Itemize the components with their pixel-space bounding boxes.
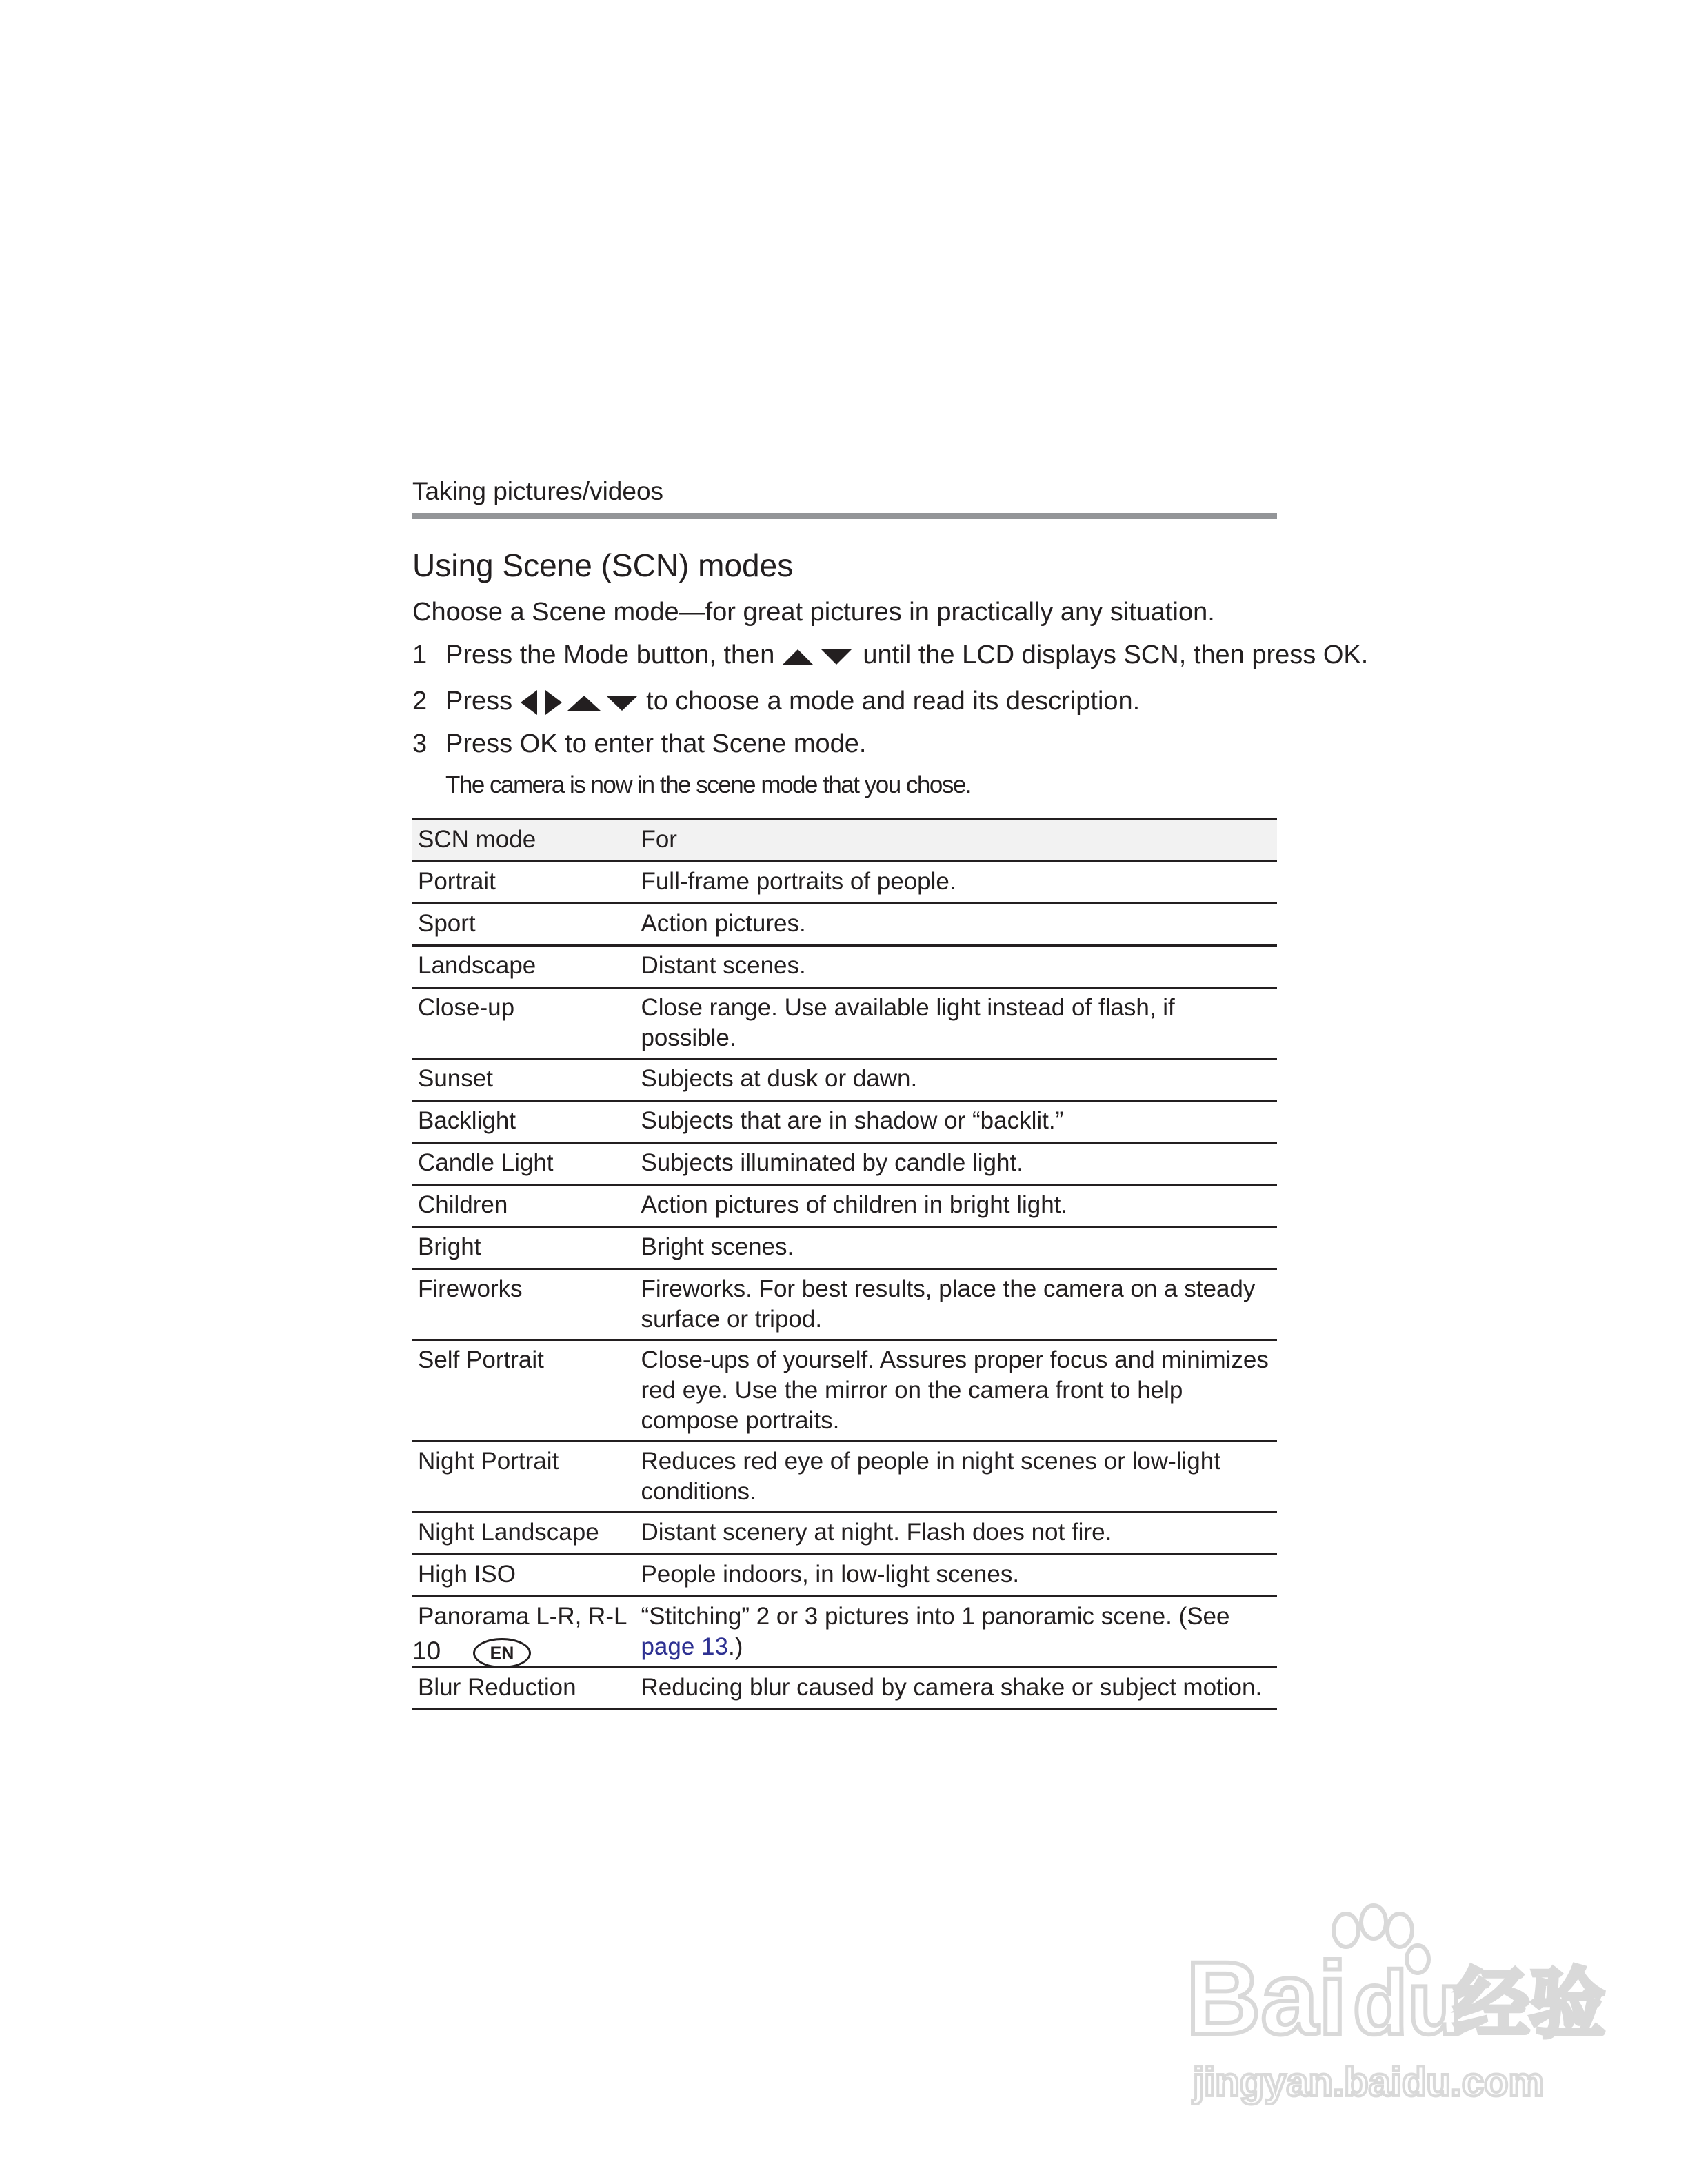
mode-description: Action pictures of children in bright light. bbox=[634, 1185, 1277, 1227]
mode-name: Night Portrait bbox=[412, 1442, 634, 1513]
mode-description: Distant scenes. bbox=[634, 946, 1277, 988]
column-header-for: For bbox=[634, 820, 1277, 862]
step-3 bbox=[412, 726, 866, 762]
up-arrow-icon bbox=[567, 696, 601, 711]
header-rule bbox=[412, 513, 1277, 519]
page-number: 10 bbox=[412, 1637, 441, 1665]
mode-name: Landscape bbox=[412, 946, 634, 988]
mode-description bbox=[634, 1597, 1277, 1668]
step-1 bbox=[412, 637, 1368, 673]
step-text-after: to choose a mode and read its description. bbox=[646, 687, 1141, 716]
watermark-brand: Bai bbox=[1186, 1940, 1347, 2056]
mode-name: Close-up bbox=[412, 988, 634, 1059]
mode-description: Subjects at dusk or dawn. bbox=[634, 1059, 1277, 1101]
table-row bbox=[412, 988, 1277, 1059]
baidu-watermark bbox=[1172, 1903, 1605, 2110]
watermark-chinese: 经验 bbox=[1454, 1960, 1605, 2048]
page-13-link[interactable]: page 13 bbox=[641, 1633, 728, 1660]
table-row bbox=[412, 1668, 1277, 1710]
table-row bbox=[412, 946, 1277, 988]
step-number: 2 bbox=[412, 687, 428, 716]
intro-text: Choose a Scene mode—for great pictures in practically any situation. bbox=[412, 598, 1215, 627]
mode-name: Panorama L-R, R-L bbox=[412, 1597, 634, 1668]
table-row bbox=[412, 1227, 1277, 1269]
mode-description: Fireworks. For best results, place the camera on a steady surface or tripod. bbox=[634, 1269, 1277, 1340]
mode-description: Reducing blur caused by camera shake or subject motion. bbox=[634, 1668, 1277, 1710]
table-row bbox=[412, 862, 1277, 904]
mode-name: Sunset bbox=[412, 1059, 634, 1101]
mode-name: Self Portrait bbox=[412, 1340, 634, 1442]
right-arrow-icon bbox=[545, 690, 562, 715]
mode-name: Blur Reduction bbox=[412, 1668, 634, 1710]
arrow-keys-icons bbox=[518, 689, 641, 716]
step-text: Press OK to enter that Scene mode. bbox=[445, 729, 867, 758]
mode-description: Close-ups of yourself. Assures proper focus and minimizes red eye. Use the mirror on the camera front to help compose portraits. bbox=[634, 1340, 1277, 1442]
description-text: “Stitching” 2 or 3 pictures into 1 panoramic scene. (See bbox=[641, 1603, 1230, 1630]
description-text-end: .) bbox=[727, 1633, 743, 1660]
table-row bbox=[412, 1059, 1277, 1101]
watermark-url: jingyan.baidu.com bbox=[1193, 2060, 1545, 2105]
mode-description: Subjects that are in shadow or “backlit.” bbox=[634, 1101, 1277, 1143]
table-row bbox=[412, 1185, 1277, 1227]
scene-mode-table bbox=[412, 818, 1277, 1710]
mode-name: Candle Light bbox=[412, 1143, 634, 1185]
table-row bbox=[412, 1513, 1277, 1555]
step-number: 3 bbox=[412, 729, 428, 758]
step-note: The camera is now in the scene mode that you chose. bbox=[445, 771, 972, 798]
step-2 bbox=[412, 683, 1140, 719]
up-arrow-icon bbox=[783, 649, 813, 665]
mode-name: Bright bbox=[412, 1227, 634, 1269]
table-row bbox=[412, 1269, 1277, 1340]
table-header-row bbox=[412, 820, 1277, 862]
watermark-brand-du: du bbox=[1353, 1952, 1463, 2053]
section-title: Using Scene (SCN) modes bbox=[412, 547, 794, 583]
mode-name: Sport bbox=[412, 904, 634, 946]
down-arrow-icon bbox=[821, 649, 852, 665]
mode-name: High ISO bbox=[412, 1555, 634, 1597]
table-row bbox=[412, 1597, 1277, 1668]
mode-description: People indoors, in low-light scenes. bbox=[634, 1555, 1277, 1597]
mode-name: Children bbox=[412, 1185, 634, 1227]
down-arrow-icon bbox=[606, 696, 638, 711]
step-text-after: until the LCD displays SCN, then press OK. bbox=[863, 640, 1369, 669]
table-row bbox=[412, 1101, 1277, 1143]
mode-name: Fireworks bbox=[412, 1269, 634, 1340]
table-row bbox=[412, 904, 1277, 946]
table-row bbox=[412, 1442, 1277, 1513]
table-row bbox=[412, 1340, 1277, 1442]
mode-name: Portrait bbox=[412, 862, 634, 904]
step-text-before: Press bbox=[445, 687, 513, 716]
step-text-before: Press the Mode button, then bbox=[445, 640, 775, 669]
step-number: 1 bbox=[412, 640, 428, 669]
mode-description: Bright scenes. bbox=[634, 1227, 1277, 1269]
mode-description: Subjects illuminated by candle light. bbox=[634, 1143, 1277, 1185]
arrow-keys-icons bbox=[780, 643, 857, 670]
mode-name: Backlight bbox=[412, 1101, 634, 1143]
mode-description: Close range. Use available light instead of flash, if possible. bbox=[634, 988, 1277, 1059]
mode-name: Night Landscape bbox=[412, 1513, 634, 1555]
language-badge: EN bbox=[473, 1638, 531, 1668]
mode-description: Distant scenery at night. Flash does not fire. bbox=[634, 1513, 1277, 1555]
table-row bbox=[412, 1143, 1277, 1185]
mode-description: Action pictures. bbox=[634, 904, 1277, 946]
left-arrow-icon bbox=[521, 690, 537, 715]
column-header-mode: SCN mode bbox=[412, 820, 634, 862]
mode-description: Full-frame portraits of people. bbox=[634, 862, 1277, 904]
mode-description: Reduces red eye of people in night scenes or low-light conditions. bbox=[634, 1442, 1277, 1513]
running-header: Taking pictures/videos bbox=[412, 477, 664, 505]
table-row bbox=[412, 1555, 1277, 1597]
